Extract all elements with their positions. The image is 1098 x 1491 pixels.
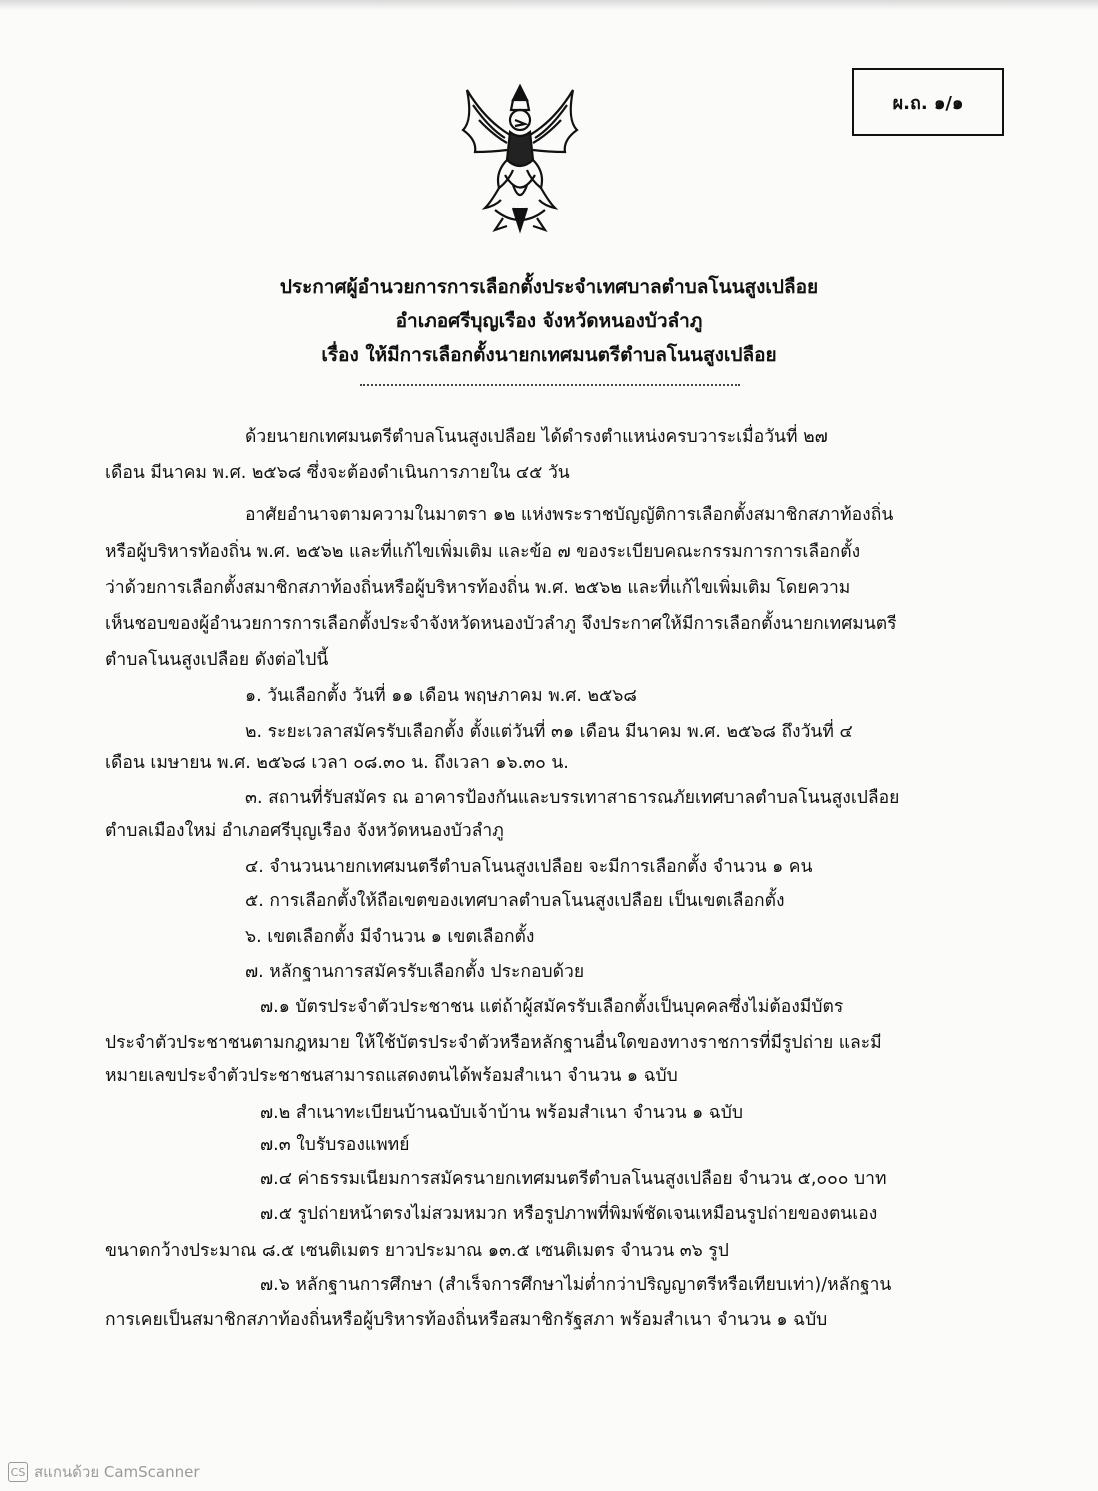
body-line: ประจำตัวประชาชนตามกฎหมาย ให้ใช้บัตรประจำตัวหรือหลักฐานอื่นใดของทางราชการที่มีรูปถ่าย และมี: [105, 1033, 882, 1053]
body-line: ขนาดกว้างประมาณ ๘.๕ เซนติเมตร ยาวประมาณ ๑๓.๕ เซนติเมตร จำนวน ๓๖ รูป: [105, 1241, 729, 1261]
body-line: หรือผู้บริหารท้องถิ่น พ.ศ. ๒๕๖๒ และที่แก้ไขเพิ่มเติม และข้อ ๗ ของระเบียบคณะกรรมการการเลือกตั้ง: [105, 542, 861, 562]
body-line: ๗.๕ รูปถ่ายหน้าตรงไม่สวมหมวก หรือรูปภาพที่พิมพ์ชัดเจนเหมือนรูปถ่ายของตนเอง: [260, 1204, 878, 1224]
body-line: ๗.๖ หลักฐานการศึกษา (สำเร็จการศึกษาไม่ต่ำกว่าปริญญาตรีหรือเทียบเท่า)/หลักฐาน: [260, 1275, 892, 1295]
form-code-box: ผ.ถ. ๑/๑: [852, 68, 1004, 136]
body-line: ๗.๔ ค่าธรรมเนียมการสมัครนายกเทศมนตรีตำบลโนนสูงเปลือย จำนวน ๕,๐๐๐ บาท: [260, 1169, 887, 1189]
body-line: ๗.๒ สำเนาทะเบียนบ้านฉบับเจ้าบ้าน พร้อมสำเนา จำนวน ๑ ฉบับ: [260, 1103, 743, 1123]
body-line: เห็นชอบของผู้อำนวยการการเลือกตั้งประจำจังหวัดหนองบัวลำภู จึงประกาศให้มีการเลือกตั้งนายกเทศมนตรี: [105, 614, 897, 634]
body-line: ด้วยนายกเทศมนตรีตำบลโนนสูงเปลือย ได้ดำรงตำแหน่งครบวาระเมื่อวันที่ ๒๗: [245, 427, 828, 447]
body-line: เดือน มีนาคม พ.ศ. ๒๕๖๘ ซึ่งจะต้องดำเนินการภายใน ๔๕ วัน: [105, 463, 570, 483]
announcement-header: [0, 270, 1098, 372]
body-line: ตำบลโนนสูงเปลือย ดังต่อไปนี้: [105, 650, 329, 670]
separator-line: [360, 384, 740, 386]
body-line: ๑. วันเลือกตั้ง วันที่ ๑๑ เดือน พฤษภาคม พ.ศ. ๒๕๖๘: [245, 686, 637, 706]
body-line: ๗.๑ บัตรประจำตัวประชาชน แต่ถ้าผู้สมัครรับเลือกตั้งเป็นบุคคลซึ่งไม่ต้องมีบัตร: [260, 997, 844, 1017]
body-line: ๔. จำนวนนายกเทศมนตรีตำบลโนนสูงเปลือย จะมีการเลือกตั้ง จำนวน ๑ คน: [245, 857, 813, 877]
body-line: หมายเลขประจำตัวประชาชนสามารถแสดงตนได้พร้อมสำเนา จำนวน ๑ ฉบับ: [105, 1066, 678, 1086]
camscanner-watermark: [8, 1460, 200, 1484]
body-line: ๕. การเลือกตั้งให้ถือเขตของเทศบาลตำบลโนนสูงเปลือย เป็นเขตเลือกตั้ง: [245, 891, 785, 911]
body-line: ๓. สถานที่รับสมัคร ณ อาคารป้องกันและบรรเทาสาธารณภัยเทศบาลตำบลโนนสูงเปลือย: [245, 788, 900, 808]
header-line-3: เรื่อง ให้มีการเลือกตั้งนายกเทศมนตรีตำบลโนนสูงเปลือย: [321, 344, 777, 366]
header-line-2: อำเภอศรีบุญเรือง จังหวัดหนองบัวลำภู: [395, 310, 703, 332]
body-line: อาศัยอำนาจตามความในมาตรา ๑๒ แห่งพระราชบัญญัติการเลือกตั้งสมาชิกสภาท้องถิ่น: [245, 505, 894, 525]
header-line-1: ประกาศผู้อำนวยการการเลือกตั้งประจำเทศบาลตำบลโนนสูงเปลือย: [279, 276, 819, 298]
scan-edge: [0, 0, 1098, 10]
body-line: ๗.๓ ใบรับรองแพทย์: [260, 1135, 410, 1155]
camscanner-logo: CS: [8, 1462, 28, 1482]
body-line: ว่าด้วยการเลือกตั้งสมาชิกสภาท้องถิ่นหรือผู้บริหารท้องถิ่น พ.ศ. ๒๕๖๒ และที่แก้ไขเพิ่มเติม โดยความ: [105, 578, 851, 598]
body-line: เดือน เมษายน พ.ศ. ๒๕๖๘ เวลา ๐๘.๓๐ น. ถึงเวลา ๑๖.๓๐ น.: [105, 753, 569, 773]
body-line: ตำบลเมืองใหม่ อำเภอศรีบุญเรือง จังหวัดหนองบัวลำภู: [105, 821, 504, 841]
body-line: ๒. ระยะเวลาสมัครรับเลือกตั้ง ตั้งแต่วันที่ ๓๑ เดือน มีนาคม พ.ศ. ๒๕๖๘ ถึงวันที่ ๔: [245, 722, 853, 742]
body-line: ๖. เขตเลือกตั้ง มีจำนวน ๑ เขตเลือกตั้ง: [245, 927, 535, 947]
body-line: การเคยเป็นสมาชิกสภาท้องถิ่นหรือผู้บริหารท้องถิ่นหรือสมาชิกรัฐสภา พร้อมสำเนา จำนวน ๑ ฉบับ: [105, 1310, 828, 1330]
body-line: ๗. หลักฐานการสมัครรับเลือกตั้ง ประกอบด้วย: [245, 962, 585, 982]
garuda-emblem-icon: [455, 80, 585, 240]
camscanner-text: สแกนด้วย CamScanner: [34, 1463, 200, 1481]
